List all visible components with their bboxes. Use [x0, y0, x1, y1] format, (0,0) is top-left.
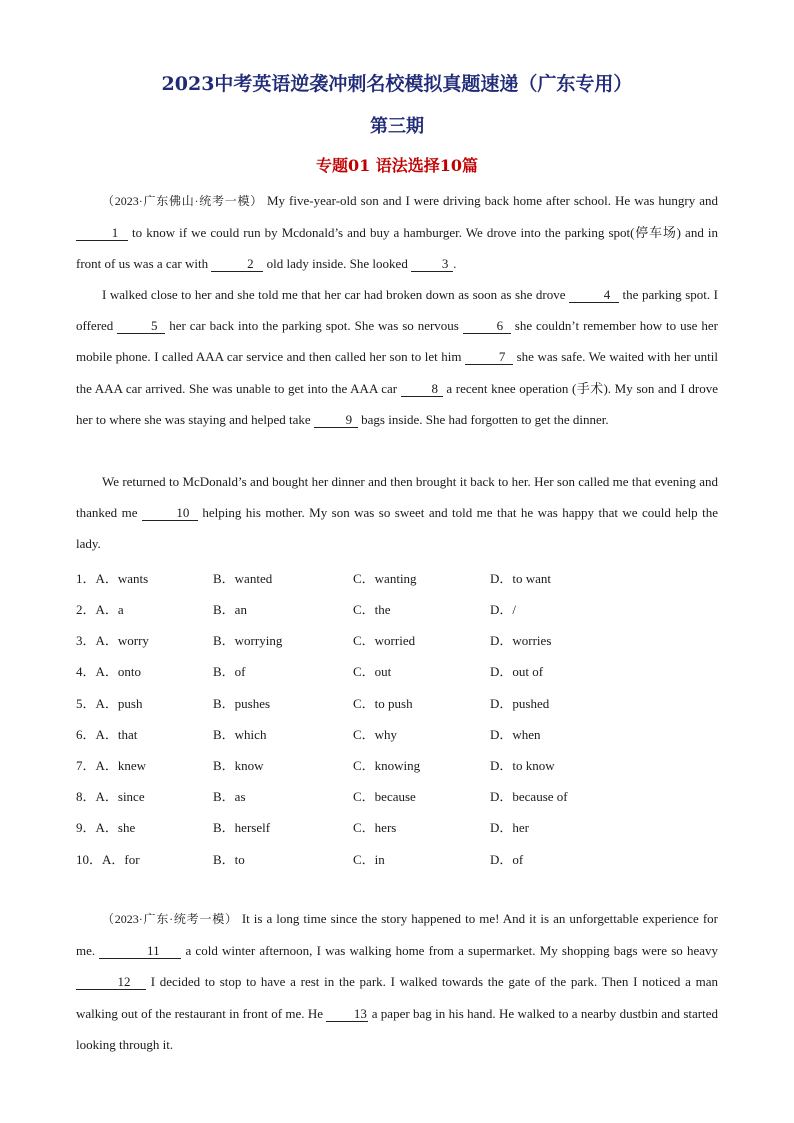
option-d: D．pushed: [490, 696, 550, 711]
option-b: B．know: [213, 758, 264, 773]
option-c: C．hers: [353, 820, 397, 835]
option-c: C．knowing: [353, 758, 421, 773]
text-segment: she was safe. We waited with her until the AAA car arrived. She was unable to get into the AAA car: [76, 349, 719, 396]
passage1-paragraph3: [76, 466, 718, 560]
option-c: C．why: [353, 727, 398, 742]
option-d: D．worries: [490, 633, 552, 648]
text-segment: My five-year-old son and I were driving back home after school. He was hungry and: [263, 193, 719, 208]
option-d: D．because of: [490, 789, 568, 804]
text-segment: a paper bag in his hand. He walked to a nearby dustbin and started looking through it.: [76, 1005, 718, 1052]
option-a: 10．A．for: [76, 852, 140, 867]
text-segment: her car back into the parking spot. She was so nervous: [165, 318, 463, 334]
option-a: 3．A．worry: [76, 633, 149, 648]
text-segment: We returned to McDonald’s and bought her dinner and then brought it back to her. Her son called me that evening and thanked me: [76, 474, 718, 521]
option-a: 7．A．knew: [76, 758, 147, 773]
option-d: D．/: [490, 602, 517, 617]
passage2-paragraph1: [76, 903, 718, 1060]
option-c: C．the: [353, 602, 391, 617]
option-c: C．wanting: [353, 571, 417, 586]
text-segment: she couldn’t remember how to use her mobile phone. I called AAA car service and then called her son to let him: [76, 318, 718, 365]
blank-3: 3: [411, 257, 453, 272]
text-segment: a cold winter afternoon, I was walking home from a supermarket. My shopping bags were so heavy: [181, 943, 718, 959]
passage1-paragraph2: [76, 279, 718, 435]
option-row: [76, 786, 718, 806]
text-segment: old lady inside. She looked: [263, 256, 412, 272]
blank-9: 9: [314, 413, 358, 428]
blank-11: 11: [99, 944, 181, 959]
document-title: 2023中考英语逆袭冲刺名校模拟真题速递（广东专用）: [161, 73, 633, 95]
option-c: C．because: [353, 789, 416, 804]
option-d: D．when: [490, 727, 541, 742]
option-b: B．wanted: [213, 571, 273, 586]
option-d: D．her: [490, 820, 529, 835]
option-row: [76, 661, 718, 681]
option-b: B．of: [213, 664, 246, 679]
blank-1: 1: [76, 226, 128, 241]
option-b: B．pushes: [213, 696, 271, 711]
option-c: C．to push: [353, 696, 413, 711]
blank-6: 6: [463, 319, 511, 334]
option-b: B．herself: [213, 820, 271, 835]
text-segment: helping his mother. My son was so sweet and told me that he was happy that we could help the lady.: [76, 505, 718, 552]
blank-12: 12: [76, 975, 146, 990]
blank-8: 8: [401, 382, 443, 397]
blank-13: 13: [326, 1007, 368, 1022]
option-row: [76, 724, 718, 744]
option-c: C．in: [353, 852, 385, 867]
passage2-source: （2023·广东·统考一模）: [102, 912, 238, 926]
option-d: D．out of: [490, 664, 544, 679]
text-segment: the parking spot. I offered: [76, 287, 718, 334]
option-row: [76, 693, 718, 713]
option-b: B．an: [213, 602, 247, 617]
option-a: 8．A．since: [76, 789, 145, 804]
option-b: B．which: [213, 727, 267, 742]
blank-4: 4: [569, 288, 619, 303]
option-row: [76, 755, 718, 775]
text-segment: a recent knee operation (手术). My son and I drove her to where she was staying and helped take: [76, 380, 718, 427]
text-segment: It is a long time since the story happened to me! And it is an unforgettable experience for me.: [76, 911, 718, 959]
text-segment: I decided to stop to have a rest in the park. I walked towards the gate of the park. Then I noticed a man walking out of the restaurant in front of me. He: [76, 974, 718, 1021]
passage1-paragraph1: [76, 185, 718, 280]
blank-2: 2: [211, 257, 263, 272]
text-segment: bags inside. She had forgotten to get the dinner.: [357, 411, 609, 427]
option-d: D．to want: [490, 571, 552, 586]
option-row: [76, 568, 718, 588]
option-d: D．to know: [490, 758, 555, 773]
text-segment: .: [453, 256, 457, 272]
option-a: 9．A．she: [76, 820, 136, 835]
option-b: B．as: [213, 789, 246, 804]
option-a: 1．A．wants: [76, 571, 149, 586]
option-row: [76, 817, 718, 837]
text-segment: I walked close to her and she told me that her car had broken down as soon as she drove: [102, 287, 570, 302]
option-a: 5．A．push: [76, 696, 143, 711]
option-a: 2．A．a: [76, 602, 124, 617]
text-segment: to know if we could run by Mcdonald’s and buy a hamburger. We drove into the parking spot(停车场) and in front of us was a car with: [76, 225, 718, 272]
blank-5: 5: [117, 319, 165, 334]
option-row: [76, 599, 718, 619]
option-row: [76, 630, 718, 650]
option-a: 4．A．onto: [76, 664, 142, 679]
option-d: D．of: [490, 852, 524, 867]
option-c: C．worried: [353, 633, 416, 648]
option-b: B．worrying: [213, 633, 283, 648]
option-b: B．to: [213, 852, 245, 867]
issue-label: 第三期: [370, 116, 424, 137]
passage1-source: （2023·广东佛山·统考一模）: [102, 194, 263, 208]
blank-7: 7: [465, 350, 513, 365]
option-a: 6．A．that: [76, 727, 138, 742]
option-row: [76, 849, 718, 869]
option-c: C．out: [353, 664, 392, 679]
blank-10: 10: [142, 506, 198, 521]
topic-heading: 专题01 语法选择10篇: [315, 156, 479, 175]
